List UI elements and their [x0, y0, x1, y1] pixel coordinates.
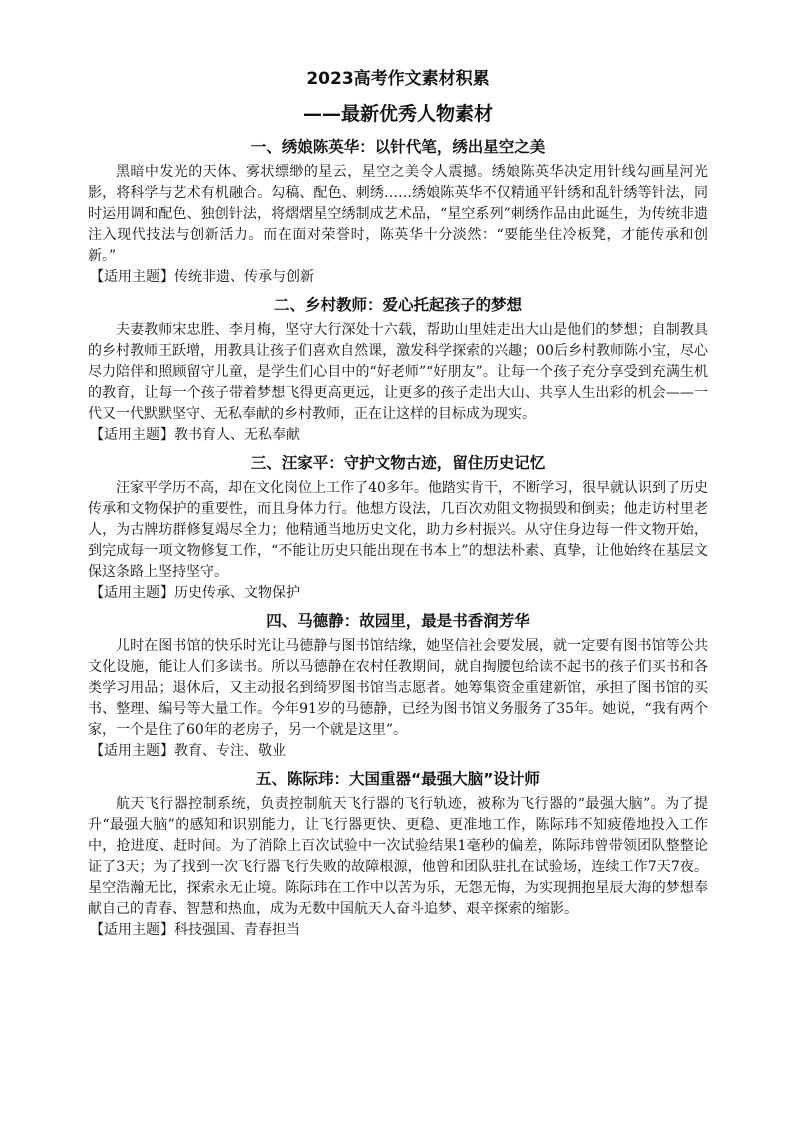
section-theme: 【适用主题】教育、专注、敬业: [90, 743, 286, 759]
section-heading: 一、绣娘陈英华：以针代笔，绣出星空之美: [250, 138, 546, 156]
section-theme: 【适用主题】历史传承、文物保护: [90, 585, 300, 601]
section-ma-dejing: [88, 608, 708, 762]
section-chen-jiwei: [88, 766, 708, 941]
section-chen-yinghua: [88, 134, 708, 288]
section-heading: 五、陈际玮：大国重器“最强大脑”设计师: [256, 770, 540, 788]
section-wang-jiaping: [88, 450, 708, 604]
section-body: 汪家平学历不高，却在文化岗位上工作了40多年。他踏实肯干，不断学习，很早就认识到了历史传承和文物保护的重要性，而且身体力行。他想方设法，几百次劝阻文物损毁和倒卖；他走访村里老人，为古牌坊群修复竭尽全力；他精通当地历史文化，助力乡村振兴。从守住身边每一件文物开始，到完成每一项文物修复工作，“不能让历史只能出现在书本上”的想法朴素、真挚，让他始终在基层文保这条路上坚持坚守。: [88, 480, 708, 580]
section-heading: 四、马德静：故园里，最是书香润芳华: [266, 612, 530, 630]
section-body: 儿时在图书馆的快乐时光让马德静与图书馆结缘，她坚信社会要发展，就一定要有图书馆等公共文化设施，能让人们多读书。所以马德静在农村任教期间，就自掏腰包给读不起书的孩子们买书和各类学习用品；退休后，又主动报名到绮罗图书馆当志愿者。她筹集资金重建新馆，承担了图书馆的买书、整理、编号等大量工作。今年91岁的马德静，已经为图书馆义务服务了35年。她说，“我有两个家，一个是住了60年的老房子，另一个就是这里”。: [88, 638, 708, 738]
document-title: 2023高考作文素材积累: [306, 69, 490, 89]
document-subtitle: ——最新优秀人物素材: [302, 103, 493, 125]
section-theme: 【适用主题】传统非遗、传承与创新: [90, 269, 314, 285]
section-theme: 【适用主题】科技强国、青春担当: [90, 922, 300, 938]
section-rural-teachers: [88, 292, 708, 446]
section-heading: 三、汪家平：守护文物古迹，留住历史记忆: [250, 454, 546, 472]
section-body: 夫妻教师宋忠胜、李月梅，坚守大行深处十六载，帮助山里娃走出大山是他们的梦想；自制教具的乡村教师王跃增，用教具让孩子们喜欢自然课，激发科学探索的兴趣；00后乡村教师陈小宝，尽心尽力陪伴和照顾留守儿童，是学生们心目中的“好老师”“好朋友”。让每一个孩子充分享受到充满生机的教育，让每一个孩子带着梦想飞得更高更远，让更多的孩子走出大山、共享人生出彩的机会——一代又一代默默坚守、无私奉献的乡村教师，正在让这样的目标成为现实。: [88, 322, 708, 422]
section-body: 黑暗中发光的天体、雾状缥缈的星云，星空之美令人震撼。绣娘陈英华决定用针线勾画星河光影，将科学与艺术有机融合。勾稿、配色、刺绣……绣娘陈英华不仅精通平针绣和乱针绣等针法，同时运用调和配色、独创针法，将熠熠星空绣制成艺术品，“星空系列”刺绣作品由此诞生，为传统非遗注入现代技法与创新活力。而在面对荣誉时，陈英华十分淡然：“要能坐住冷板凳，才能传承和创新。”: [88, 164, 708, 264]
section-body: 航天飞行器控制系统，负责控制航天飞行器的飞行轨迹，被称为飞行器的“最强大脑”。为了提升“最强大脑”的感知和识别能力，让飞行器更快、更稳、更准地工作，陈际玮不知疲倦地投入工作中，抢进度、赶时间。为了消除上百次试验中一次试验结果1毫秒的偏差，陈际玮曾带领团队整整论证了3天；为了找到一次飞行器飞行失败的故障根源，他曾和团队驻扎在试验场，连续工作7天7夜。星空浩瀚无比，探索永无止境。陈际玮在工作中以苦为乐，无怨无悔，为实现拥抱星辰大海的梦想奉献自己的青春、智慧和热血，成为无数中国航天人奋斗追梦、艰辛探索的缩影。: [88, 796, 708, 917]
section-theme: 【适用主题】教书育人、无私奉献: [90, 427, 300, 443]
document-page: [88, 66, 708, 943]
section-heading: 二、乡村教师：爱心托起孩子的梦想: [273, 296, 522, 314]
